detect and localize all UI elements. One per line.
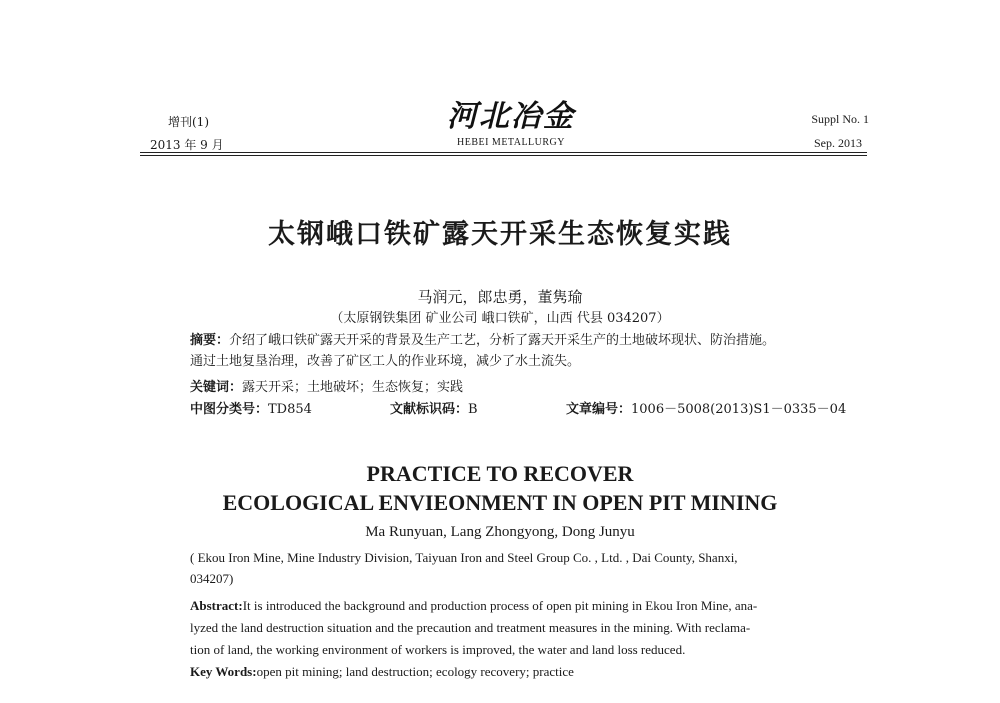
abstract-en-line1: Abstract:It is introduced the background and production process of open pit mining in Ekou Iron Mine, ana-	[190, 598, 758, 613]
keywords-en-value: open pit mining; land destruction; ecology recovery; practice	[256, 664, 574, 679]
keywords-en	[190, 661, 824, 683]
article-title-en-line2: ECOLOGICAL ENVIEONMENT IN OPEN PIT MINING	[222, 490, 778, 515]
issue-number-cn: 增刊(1)	[168, 115, 209, 129]
journal-logo: 河北冶金	[447, 99, 575, 134]
authors-en: Ma Runyuan, Lang Zhongyong, Dong Junyu	[365, 524, 635, 540]
abstract-en-label: Abstract:	[190, 598, 243, 613]
keywords-en-label: Key Words:	[190, 664, 257, 679]
clc-field: 中图分类号：TD854	[190, 402, 312, 417]
abstract-cn	[190, 330, 824, 372]
abstract-cn-line1: 摘要：介绍了峨口铁矿露天开采的背景及生产工艺，分析了露天开采生产的土地破坏现状、防治措施。	[190, 333, 776, 348]
keywords-cn-label: 关键词：	[190, 380, 243, 395]
classification-row	[190, 399, 847, 420]
abstract-en-line3: tion of land, the working environment of workers is improved, the water and land loss reduced.	[190, 642, 686, 657]
issue-date-en: Sep. 2013	[814, 136, 862, 150]
affiliation-en-line1: ( Ekou Iron Mine, Mine Industry Division, Taiyuan Iron and Steel Group Co. , Ltd. , Dai County, Shanxi,	[190, 550, 738, 565]
affiliation-en-line2: 034207)	[190, 571, 234, 586]
abstract-en-line2: lyzed the land destruction situation and the precaution and treatment measures in the mining. With reclama-	[190, 620, 751, 635]
supplement-number: Suppl No. 1	[811, 112, 869, 126]
abstract-cn-line2: 通过土地复垦治理，改善了矿区工人的作业环境，减少了水土流失。	[190, 354, 581, 369]
keywords-cn-value: 露天开采；土地破坏；生态恢复；实践	[242, 380, 464, 395]
doc-code-field: 文献标识码：B	[390, 402, 478, 417]
header-rule-top	[140, 152, 867, 153]
affiliation-cn: （太原钢铁集团 矿业公司 峨口铁矿，山西 代县 034207）	[330, 311, 670, 326]
keywords-cn	[190, 377, 824, 398]
header-rule-bottom	[140, 155, 867, 156]
issue-date-cn: 2013 年 9 月	[150, 138, 224, 152]
article-title-en-line1: PRACTICE TO RECOVER	[366, 461, 634, 486]
article-number-field: 文章编号：1006－5008(2013)S1－0335－04	[566, 402, 847, 417]
abstract-en	[190, 595, 824, 683]
article-title-cn: 太钢峨口铁矿露天开采生态恢复实践	[268, 219, 732, 250]
journal-name-en: HEBEI METALLURGY	[456, 137, 566, 148]
abstract-cn-label: 摘要：	[190, 333, 230, 348]
authors-cn: 马润元，郎忠勇，董隽瑜	[417, 288, 583, 306]
affiliation-en	[190, 547, 824, 589]
